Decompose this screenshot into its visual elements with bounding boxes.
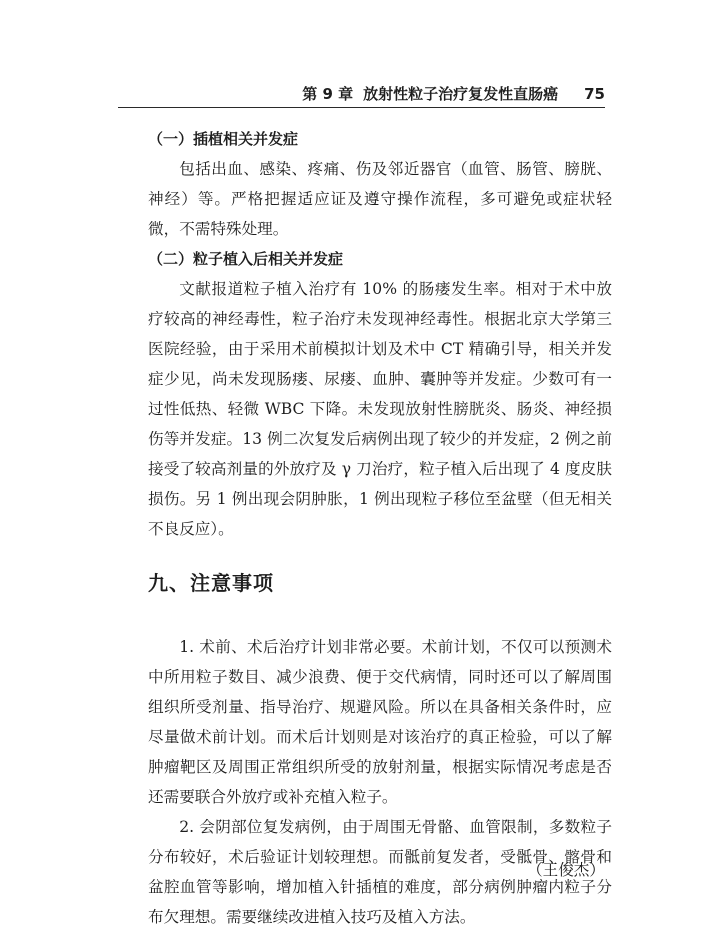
- paragraph-post-implant-complications: 文献报道粒子植入治疗有 10% 的肠瘘发生率。相对于术中放疗较高的神经毒性，粒子治疗未发现神经毒性。根据北京大学第三医院经验，由于采用术前模拟计划及术中 CT 精确引导，相关并发症少见，尚未发现肠瘘、尿瘘、血肿、囊肿等并发症。少数可有一过性低热、轻微 WBC 下降。未发现放射性膀胱炎、肠炎、神经损伤等并发症。13 例二次复发后病例出现了较少的并发症，2 例之前接受了较高剂量的外放疗及 γ 刀治疗，粒子植入后出现了 4 度皮肤损伤。另 1 例出现会阴肿胀，1 例出现粒子移位至盆壁（但无相关不良反应）。: [148, 280, 612, 538]
- page-body: [148, 124, 612, 932]
- chapter-label: 第 9 章: [302, 85, 354, 103]
- paragraph-insertion-complications: 包括出血、感染、疼痛、伤及邻近器官（血管、肠管、膀胱、神经）等。严格把握适应证及遵守操作流程，多可避免或症状轻微，不需特殊处理。: [148, 160, 612, 238]
- paragraph-precaution-1: 1. 术前、术后治疗计划非常必要。术前计划，不仅可以预测术中所用粒子数目、减少浪费、便于交代病情，同时还可以了解周围组织所受剂量、指导治疗、规避风险。所以在具备相关条件时，应尽量做术前计划。而术后计划则是对该治疗的真正检验，可以了解肿瘤靶区及周围正常组织所受的放射剂量，根据实际情况考虑是否还需要联合外放疗或补充植入粒子。: [148, 638, 612, 806]
- paragraph-precaution-2: 2. 会阴部位复发病例，由于周围无骨骼、血管限制，多数粒子分布较好，术后验证计划较理想。而骶前复发者，受骶骨、髂骨和盆腔血管等影响，增加植入针插植的难度，部分病例肿瘤内粒子分布欠理想。需要继续改进植入技巧及植入方法。: [148, 818, 612, 926]
- subsection-heading-insertion-complications: （一）插植相关并发症: [148, 130, 299, 148]
- section-heading-precautions: 九、注意事项: [148, 571, 274, 595]
- header-rule: [118, 107, 605, 108]
- author-signature: （王俊杰）: [527, 861, 605, 879]
- subsection-heading-post-implant-complications: （二）粒子植入后相关并发症: [148, 250, 344, 268]
- running-header: [118, 83, 605, 105]
- chapter-title: 放射性粒子治疗复发性直肠癌: [363, 85, 559, 103]
- page-number: 75: [584, 85, 605, 103]
